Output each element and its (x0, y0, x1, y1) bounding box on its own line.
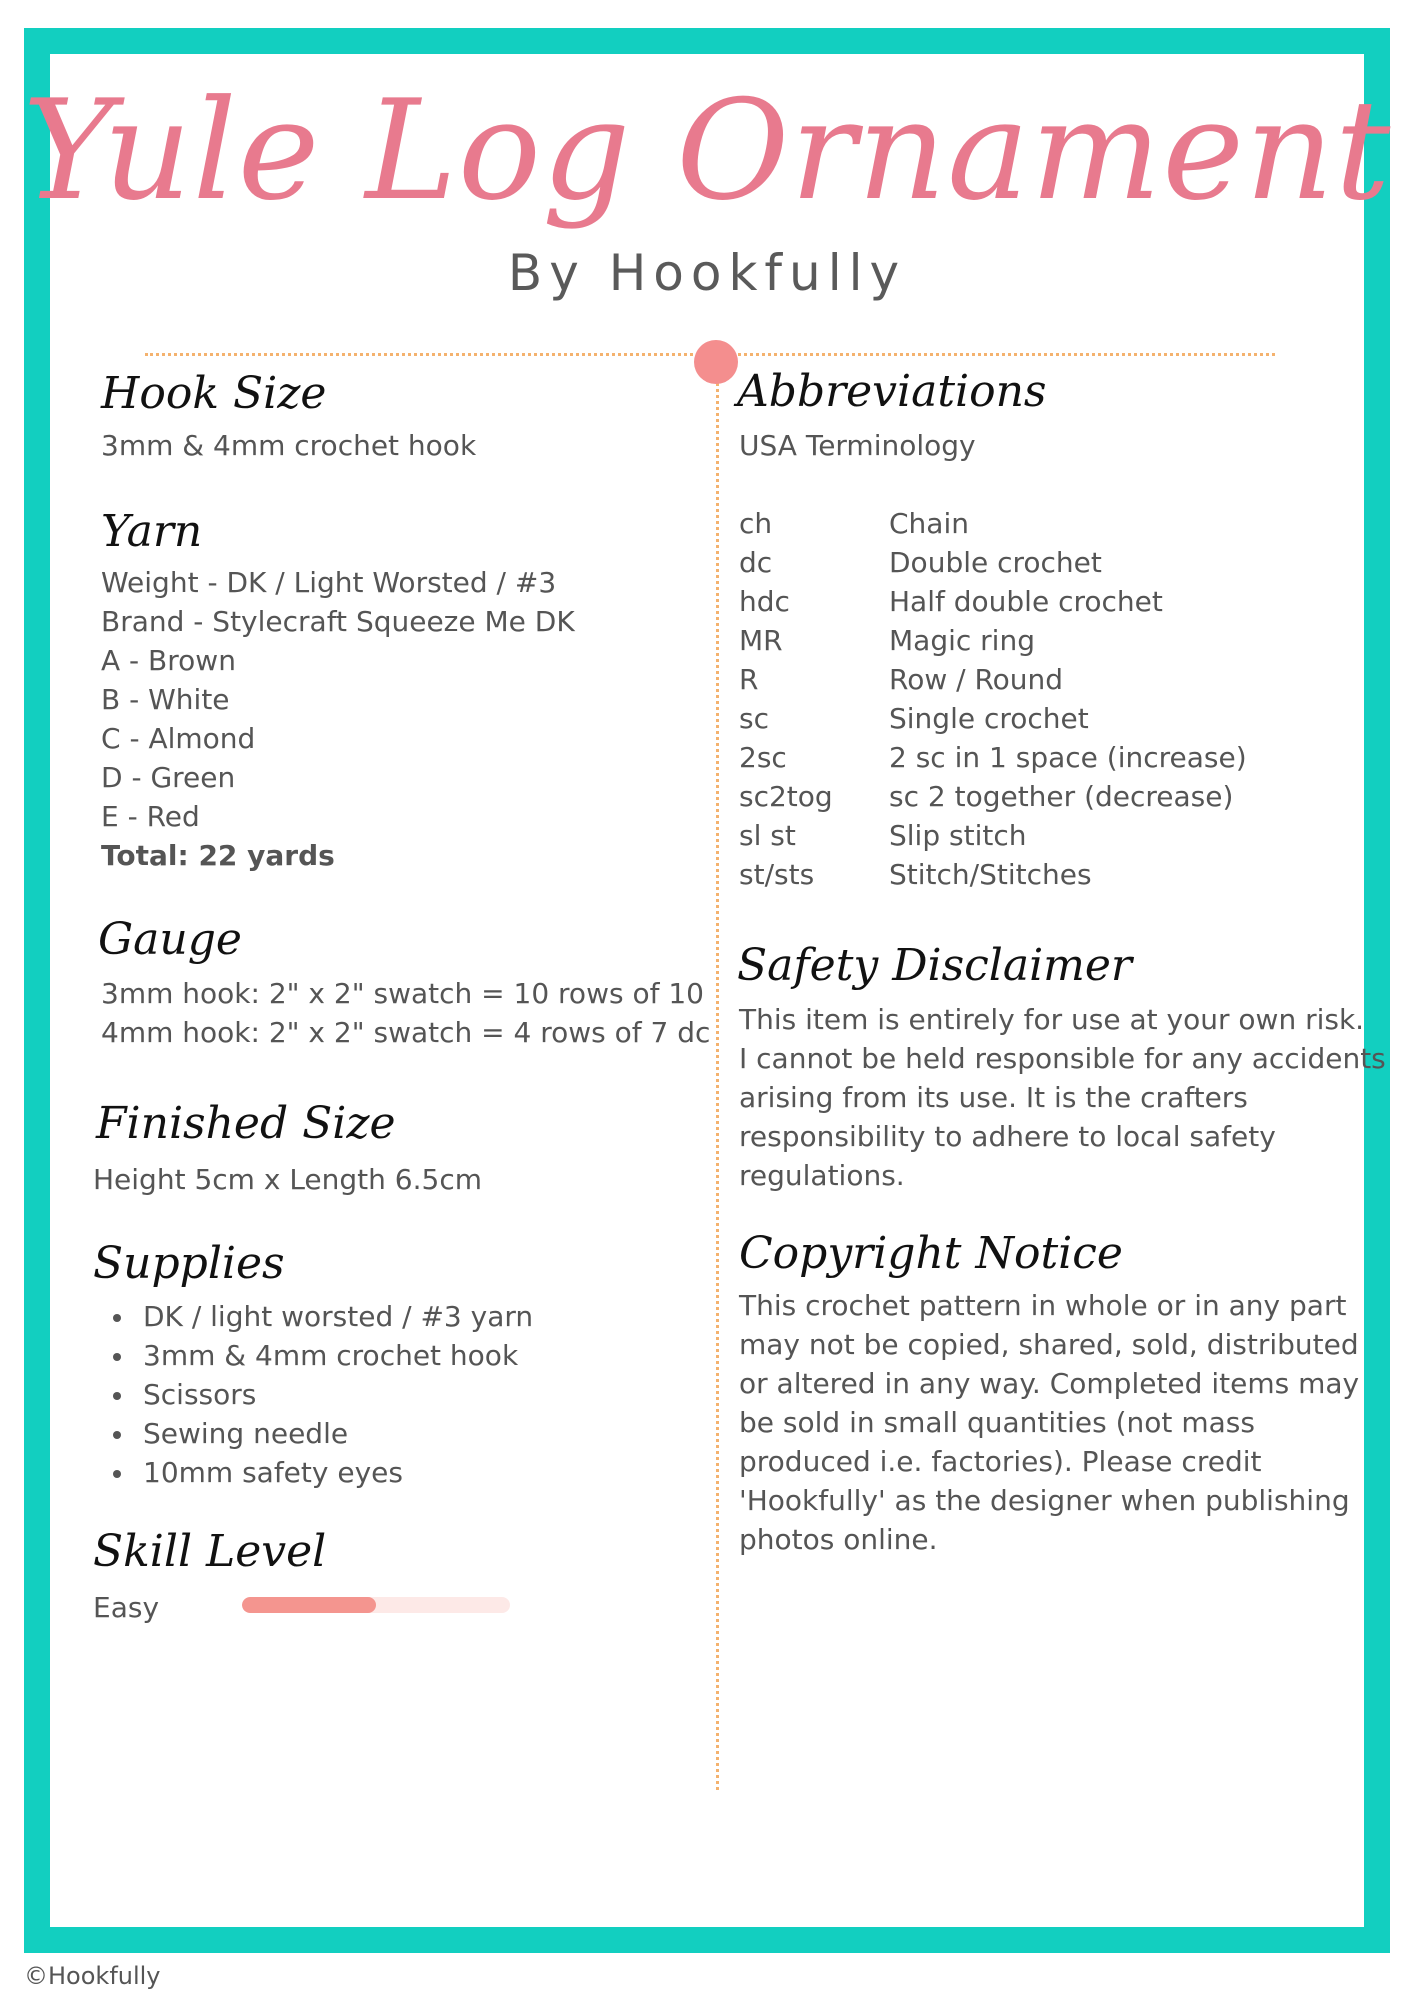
abbreviations-table (739, 504, 1247, 894)
abbreviation-key: MR (739, 624, 783, 657)
copyright-line: or altered in any way. Completed items may (739, 1367, 1360, 1400)
copyright-heading: Copyright Notice (739, 1228, 1123, 1279)
yarn-heading: Yarn (101, 506, 203, 557)
yarn-total: Total: 22 yards (101, 839, 335, 872)
abbreviation-row (739, 699, 1219, 738)
yarn-details (101, 563, 575, 875)
vertical-dotted-divider (716, 360, 719, 1790)
copyright-line: produced i.e. factories). Please credit (739, 1445, 1262, 1478)
abbreviation-row (739, 816, 1219, 855)
abbreviation-row (739, 621, 1219, 660)
safety-line: responsibility to adhere to local safety (739, 1120, 1276, 1153)
abbreviation-key: sc (739, 702, 769, 735)
hook-size-heading: Hook Size (101, 368, 327, 419)
abbreviation-value: Magic ring (889, 624, 1035, 657)
gauge-line: 3mm hook: 2" x 2" swatch = 10 rows of 10 (101, 977, 704, 1010)
yarn-line: C - Almond (101, 722, 256, 755)
gauge-heading: Gauge (98, 914, 242, 965)
copyright-text (739, 1286, 1359, 1559)
abbreviation-key: sl st (739, 819, 796, 852)
skill-level-text: Easy (93, 1591, 160, 1624)
safety-line: regulations. (739, 1159, 905, 1192)
yarn-line: A - Brown (101, 644, 236, 677)
supplies-item: DK / light worsted / #3 yarn (101, 1297, 533, 1336)
abbreviation-key: sc2tog (739, 780, 833, 813)
abbreviation-value: Half double crochet (889, 585, 1163, 618)
copyright-line: 'Hookfully' as the designer when publishing (739, 1484, 1350, 1517)
copyright-line: This crochet pattern in whole or in any part (739, 1289, 1347, 1322)
yarn-line: B - White (101, 683, 230, 716)
skill-level-bar (242, 1597, 510, 1613)
abbreviation-row (739, 855, 1219, 894)
abbreviation-value: Row / Round (889, 663, 1064, 696)
copyright-line: photos online. (739, 1523, 938, 1556)
footer-copyright: ©Hookfully (24, 1962, 161, 1990)
pattern-title: Yule Log Ornament (22, 70, 1392, 231)
skill-level-heading: Skill Level (93, 1526, 327, 1577)
finished-size-heading: Finished Size (96, 1098, 396, 1149)
supplies-list (101, 1297, 533, 1492)
author-byline: By Hookfully (507, 244, 907, 302)
abbreviation-key: hdc (739, 585, 790, 618)
abbreviation-row (739, 660, 1219, 699)
copyright-line: be sold in small quantities (not mass (739, 1406, 1255, 1439)
abbreviation-row (739, 543, 1219, 582)
supplies-item: Sewing needle (101, 1414, 533, 1453)
yarn-line: Weight - DK / Light Worsted / #3 (101, 566, 557, 599)
safety-line: arising from its use. It is the crafters (739, 1081, 1248, 1114)
abbreviations-heading: Abbreviations (737, 366, 1047, 417)
copyright-line: may not be copied, shared, sold, distributed (739, 1328, 1359, 1361)
yarn-line: Brand - Stylecraft Squeeze Me DK (101, 605, 575, 638)
safety-line: This item is entirely for use at your own risk. (739, 1003, 1365, 1036)
abbreviation-key: st/sts (739, 858, 815, 891)
gauge-details (101, 974, 710, 1052)
hook-size-text: 3mm & 4mm crochet hook (101, 429, 477, 462)
abbreviation-value: Chain (889, 507, 969, 540)
abbreviation-row (739, 738, 1247, 777)
supplies-heading: Supplies (93, 1238, 285, 1289)
abbreviation-row (739, 582, 1219, 621)
abbreviation-value: Single crochet (889, 702, 1089, 735)
finished-size-text: Height 5cm x Length 6.5cm (93, 1163, 482, 1196)
supplies-item: 10mm safety eyes (101, 1453, 533, 1492)
abbreviations-subtitle: USA Terminology (739, 429, 976, 462)
abbreviation-value: Stitch/Stitches (889, 858, 1092, 891)
abbreviation-key: dc (739, 546, 773, 579)
supplies-item: 3mm & 4mm crochet hook (101, 1336, 533, 1375)
supplies-item: Scissors (101, 1375, 533, 1414)
abbreviation-row (739, 504, 1219, 543)
accent-dot (694, 340, 738, 384)
safety-line: I cannot be held responsible for any accidents (739, 1042, 1386, 1075)
abbreviation-value: Double crochet (889, 546, 1102, 579)
skill-level-fill (242, 1597, 376, 1613)
safety-text (739, 1000, 1386, 1195)
abbreviation-value: Slip stitch (889, 819, 1027, 852)
gauge-line: 4mm hook: 2" x 2" swatch = 4 rows of 7 dc (101, 1016, 711, 1049)
safety-heading: Safety Disclaimer (737, 940, 1132, 991)
abbreviation-key: ch (739, 507, 773, 540)
yarn-line: D - Green (101, 761, 236, 794)
abbreviation-value: 2 sc in 1 space (increase) (889, 741, 1247, 774)
abbreviation-row (739, 777, 1234, 816)
abbreviation-key: 2sc (739, 741, 787, 774)
yarn-line: E - Red (101, 800, 200, 833)
abbreviation-key: R (739, 663, 759, 696)
abbreviation-value: sc 2 together (decrease) (889, 780, 1234, 813)
